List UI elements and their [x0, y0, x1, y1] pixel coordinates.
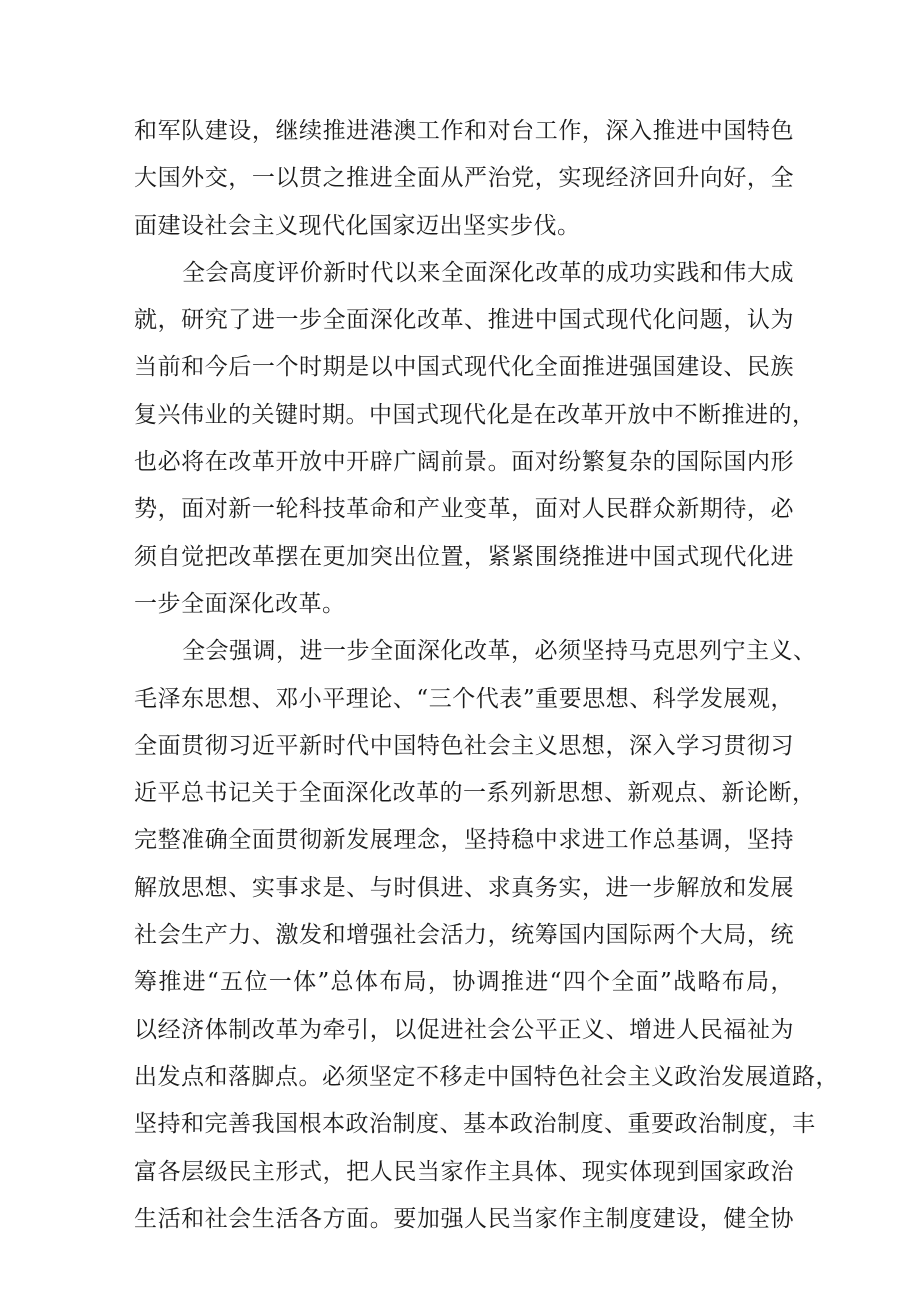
- paragraph-2-line-2: 就，研究了进一步全面深化改革、推进中国式现代化问题，认为: [134, 307, 794, 334]
- paragraph-3-line-8: 筹推进“五位一体”总体布局，协调推进“四个全面”战略布局，: [134, 969, 794, 996]
- paragraph-2-line-5: 也必将在改革开放中开辟广阔前景。面对纷繁复杂的国际国内形: [134, 449, 794, 476]
- paragraph-3-line-10: 出发点和落脚点。必须坚定不移走中国特色社会主义政治发展道路，: [134, 1063, 839, 1090]
- paragraph-3-line-7: 社会生产力、激发和增强社会活力，统筹国内国际两个大局，统: [134, 922, 794, 949]
- paragraph-3-line-1: 全会强调，进一步全面深化改革，必须坚持马克思列宁主义、: [182, 638, 817, 665]
- paragraph-1-line-3: 面建设社会主义现代化国家迈出坚实步伐。: [134, 212, 581, 239]
- paragraph-2-line-1: 全会高度评价新时代以来全面深化改革的成功实践和伟大成: [182, 259, 794, 286]
- paragraph-3-line-3: 全面贯彻习近平新时代中国特色社会主义思想，深入学习贯彻习: [134, 732, 794, 759]
- paragraph-1-line-2: 大国外交，一以贯之推进全面从严治党，实现经济回升向好，全: [134, 165, 794, 192]
- paragraph-3-line-4: 近平总书记关于全面深化改革的一系列新思想、新观点、新论断，: [134, 780, 816, 807]
- paragraph-3-line-2: 毛泽东思想、邓小平理论、“三个代表”重要思想、科学发展观，: [134, 685, 794, 712]
- paragraph-3-line-13: 生活和社会生活各方面。要加强人民当家作主制度建设，健全协: [134, 1205, 794, 1232]
- paragraph-2-line-6: 势，面对新一轮科技革命和产业变革，面对人民群众新期待，必: [134, 496, 794, 523]
- paragraph-3-line-9: 以经济体制改革为牵引，以促进社会公平正义、增进人民福祉为: [134, 1016, 794, 1043]
- paragraph-3-line-6: 解放思想、实事求是、与时俱进、求真务实，进一步解放和发展: [134, 874, 794, 901]
- document-body: [134, 108, 839, 1243]
- paragraph-3-line-11: 坚持和完善我国根本政治制度、基本政治制度、重要政治制度，丰: [134, 1111, 816, 1138]
- paragraph-2-line-3: 当前和今后一个时期是以中国式现代化全面推进强国建设、民族: [134, 354, 794, 381]
- paragraph-2-line-8: 一步全面深化改革。: [134, 590, 346, 617]
- paragraph-2-line-7: 须自觉把改革摆在更加突出位置，紧紧围绕推进中国式现代化进: [134, 543, 794, 570]
- paragraph-3-line-12: 富各层级民主形式，把人民当家作主具体、现实体现到国家政治: [134, 1158, 794, 1185]
- paragraph-3-line-5: 完整准确全面贯彻新发展理念，坚持稳中求进工作总基调，坚持: [134, 827, 794, 854]
- paragraph-1-line-1: 和军队建设，继续推进港澳工作和对台工作，深入推进中国特色: [134, 118, 794, 144]
- paragraph-2-line-4: 复兴伟业的关键时期。中国式现代化是在改革开放中不断推进的，: [134, 401, 816, 428]
